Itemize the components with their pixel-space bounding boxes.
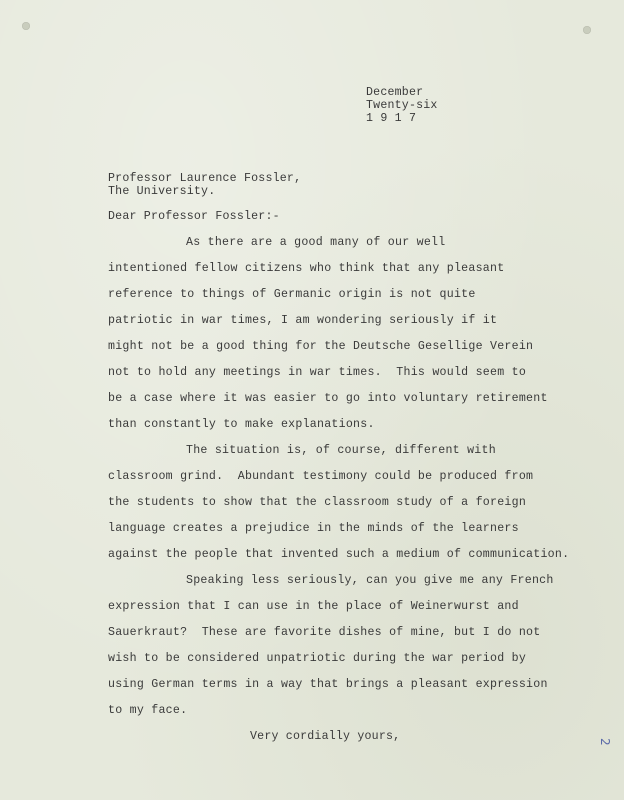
body-line: to my face. xyxy=(108,704,188,717)
date-month: December xyxy=(366,86,424,99)
body-line: patriotic in war times, I am wondering seriously if it xyxy=(108,314,498,327)
recipient-name: Professor Laurence Fossler, xyxy=(108,172,302,185)
body-line: language creates a prejudice in the minds of the learners xyxy=(108,522,519,535)
date-year: 1 9 1 7 xyxy=(366,112,417,125)
pencil-margin-note: 2 xyxy=(598,738,612,746)
recipient-institution: The University. xyxy=(108,185,216,198)
body-line: Sauerkraut? These are favorite dishes of mine, but I do not xyxy=(108,626,541,639)
body-line: be a case where it was easier to go into voluntary retirement xyxy=(108,392,548,405)
body-line: As there are a good many of our well xyxy=(186,236,446,249)
body-line: using German terms in a way that brings a pleasant expression xyxy=(108,678,548,691)
body-line: not to hold any meetings in war times. This would seem to xyxy=(108,366,527,379)
body-line: might not be a good thing for the Deutsche Gesellige Verein xyxy=(108,340,534,353)
body-line: reference to things of Germanic origin is not quite xyxy=(108,288,476,301)
paper-hole-left xyxy=(22,22,30,30)
salutation: Dear Professor Fossler:- xyxy=(108,210,280,223)
body-line: intentioned fellow citizens who think that any pleasant xyxy=(108,262,505,275)
body-line: against the people that invented such a medium of communication. xyxy=(108,548,570,561)
body-line: Speaking less seriously, can you give me any French xyxy=(186,574,554,587)
body-line: wish to be considered unpatriotic during the war period by xyxy=(108,652,527,665)
closing: Very cordially yours, xyxy=(250,730,401,743)
body-line: classroom grind. Abundant testimony could be produced from xyxy=(108,470,534,483)
date-day: Twenty-six xyxy=(366,99,438,112)
body-line: The situation is, of course, different with xyxy=(186,444,496,457)
body-line: than constantly to make explanations. xyxy=(108,418,375,431)
paper-hole-right xyxy=(583,26,591,34)
body-line: the students to show that the classroom study of a foreign xyxy=(108,496,527,509)
body-line: expression that I can use in the place of Weinerwurst and xyxy=(108,600,519,613)
